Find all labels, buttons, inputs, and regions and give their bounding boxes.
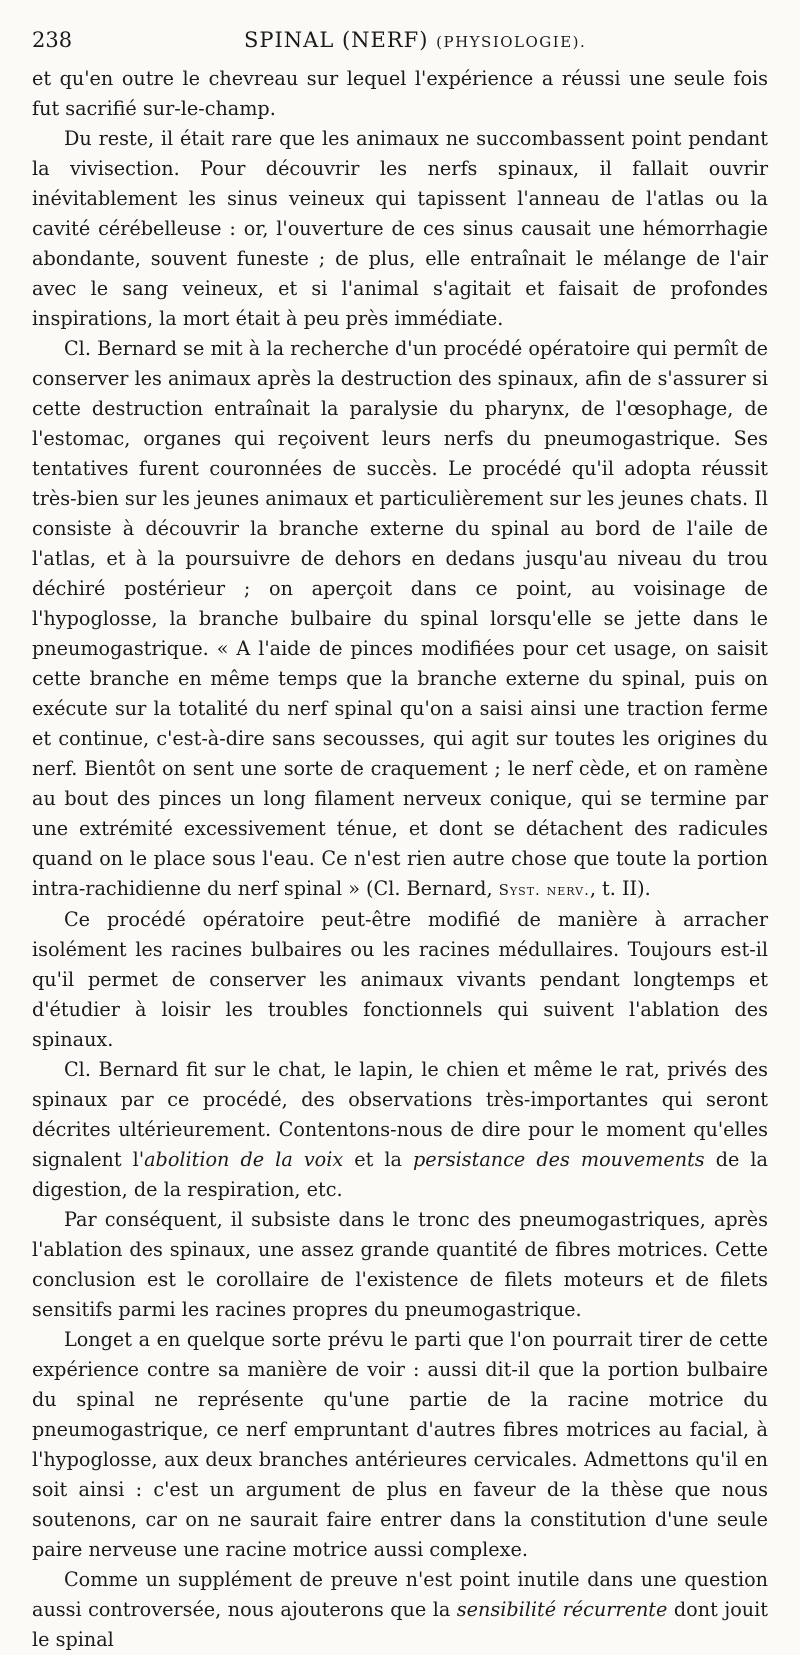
italic-text: abolition de la voix [144,1148,344,1171]
paragraph [32,124,768,334]
text-segment: Du reste, il était rare que les animaux ne succombassent point pendant la vivisection. Pour découvrir les nerfs spinaux, il fallait ouvrir inévitablement les sinus veineux qui tapissent l'anneau de l'atlas ou la cavité cérébelleuse : or, l'ouverture de ces sinus causait une hémorrhagie abondante, souvent funeste ; de plus, elle entraînait le mélange de l'air avec le sang veineux, et si l'animal s'agitait et faisait de profondes inspirations, la mort était à peu près immédiate. [32,127,768,330]
text-segment: et qu'en outre le chevreau sur lequel l'expérience a réussi une seule fois fut sacrifié sur-le-champ. [32,67,768,120]
paragraph [32,1055,768,1205]
text-segment: et la [343,1148,414,1171]
paragraph [32,1325,768,1565]
body-text [32,64,768,1655]
text-segment: Comme un supplément de preuve n'est point inutile dans une question aussi controversée, nous ajouterons que la [32,1568,768,1621]
small-caps-text: Syst. nerv. [498,881,590,899]
running-header [32,28,768,64]
text-segment: de la digestion, de la respiration, etc. [32,1148,768,1201]
text-segment: Par conséquent, il subsiste dans le tronc des pneumogastriques, après l'ablation des spinaux, une assez grande quantité de fibres motrices. Cette conclusion est le corollaire de l'existence de filets moteurs et de filets sensitifs parmi les racines propres du pneumogastrique. [32,1208,768,1321]
text-segment: Cl. Bernard fit sur le chat, le lapin, le chien et même le rat, privés des spinaux par ce procédé, des observations très-importantes qui seront décrites ultérieurement. Contentons-nous de dire pour le moment qu'elles signalent l' [32,1058,768,1171]
italic-text: persistance des mouvements [413,1148,705,1171]
paragraph [32,334,768,905]
text-segment: , t. II). [589,877,651,900]
paragraph [32,905,768,1055]
running-title-main: SPINAL (NERF) [244,28,437,52]
text-segment: dont jouit le spinal [32,1598,769,1651]
running-title [244,28,586,52]
text-segment: Longet a en quelque sorte prévu le parti que l'on pourrait tirer de cette expérience contre sa manière de voir : aussi dit-il que la portion bulbaire du spinal ne représente qu'une partie de la racine motrice du pneumogastrique, ce nerf empruntant d'autres fibres motrices au facial, à l'hypoglosse, aux deux branches antérieures cervicales. Admettons qu'il en soit ainsi : c'est un argument de plus en faveur de la thèse que nous soutenons, car on ne saurait faire entrer dans la constitution d'une seule paire nerveuse une racine motrice aussi complexe. [32,1328,768,1561]
running-title-sub: (PHYSIOLOGIE). [436,33,587,51]
text-segment: Ce procédé opératoire peut-être modifié de manière à arracher isolément les racines bulbaires ou les racines médullaires. Toujours est-il qu'il permet de conserver les animaux vivants pendant longtemps et d'étudier à loisir les troubles fonctionnels qui suivent l'ablation des spinaux. [32,908,768,1051]
text-segment: Cl. Bernard se mit à la recherche d'un procédé opératoire qui permît de conserver les animaux après la destruction des spinaux, afin de s'assurer si cette destruction entraînait la paralysie du pharynx, de l'œsophage, de l'estomac, organes qui reçoivent leurs nerfs du pneumogastrique. Ses tentatives furent couronnées de succès. Le procédé qu'il adopta réussit très-bien sur les jeunes animaux et particulièrement sur les jeunes chats. Il consiste à découvrir la branche externe du spinal au bord de l'aile de l'atlas, et à la poursuivre de dehors en dedans jusqu'au niveau du trou déchiré postérieur ; on aperçoit dans ce point, au voisinage de l'hypoglosse, la branche bulbaire du spinal lorsqu'elle se jette dans le pneumogastrique. « A l'aide de pinces modifiées pour cet usage, on saisit cette branche en même temps que la branche externe du spinal, puis on exécute sur la totalité du nerf spinal qu'on a saisi ainsi une traction ferme et continue, c'est-à-dire sans secousses, qui agit sur toutes les origines du nerf. Bientôt on sent une sorte de craquement ; le nerf cède, et on ramène au bout des pinces un long filament nerveux conique, qui se termine par une extrémité excessivement ténue, et dont se détachent des radicules quand on le place sous l'eau. Ce n'est rien autre chose que toute la portion intra-rachidienne du nerf spinal » (Cl. Bernard, [32,337,768,900]
paragraph [32,1205,768,1325]
page-number: 238 [32,28,73,52]
paragraph [32,64,768,124]
page [32,28,768,1655]
italic-text: sensibilité récurrente [456,1598,668,1621]
paragraph [32,1565,768,1655]
